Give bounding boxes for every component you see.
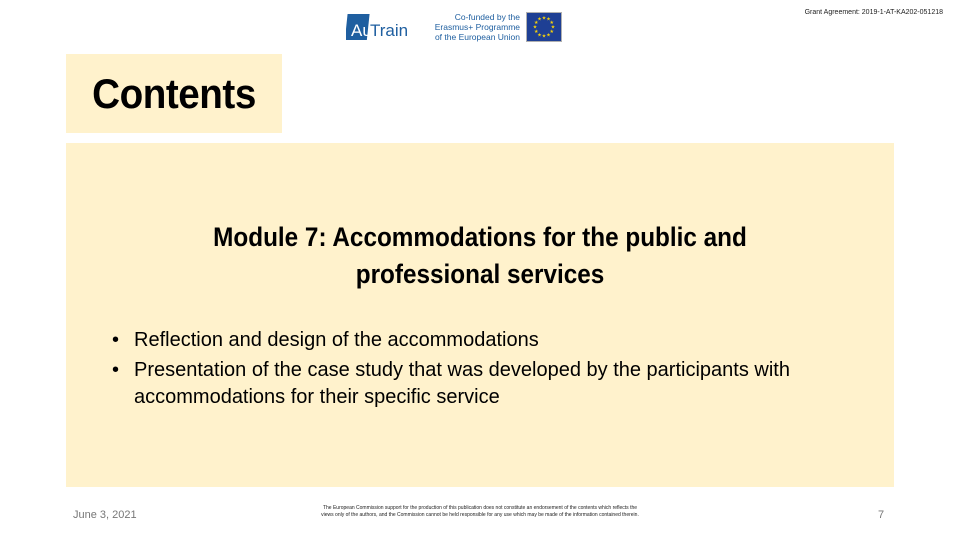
module-heading [66,219,894,293]
svg-text:★: ★ [549,20,555,26]
svg-text:★: ★ [537,32,542,39]
svg-text:★: ★ [533,20,539,26]
header-logos [346,10,562,44]
eu-flag-icon [526,12,562,42]
bullet-text: Presentation of the case study that was developed by the participants with accommodations for their specific service [134,359,790,408]
bullet-icon: • [112,359,120,381]
svg-text:Train: Train [370,21,409,40]
cofunded-line-3: of the European Union [434,32,520,42]
svg-text:★: ★ [541,15,547,22]
svg-text:★: ★ [532,24,538,31]
footer-date: June 3, 2021 [73,509,137,521]
svg-text:★: ★ [537,16,542,23]
cofunded-text [422,12,520,42]
svg-text:★: ★ [533,29,539,35]
content-panel [66,143,894,487]
page-number: 7 [878,509,885,521]
svg-text:★: ★ [546,16,551,23]
list-item [110,357,830,411]
svg-text:★: ★ [549,29,555,35]
bullet-text: Reflection and design of the accommodations [134,329,539,351]
module-heading-text: Module 7: Accommodations for the public and professional services [213,222,747,289]
svg-text:★: ★ [550,24,556,31]
footer-disclaimer: The European Commission support for the production of this publication does not constitute an endorsement of the contents which reflects the views only of the authors, and the Commission cannot be held responsible for any use which may be made of the information contained therein. [321,505,639,518]
bullet-list [110,327,830,414]
cofunded-line-1: Co-funded by the [454,12,520,22]
bullet-icon: • [112,329,120,351]
svg-text:Au: Au [351,21,372,40]
title-box [66,54,282,133]
svg-text:★: ★ [541,33,547,40]
svg-text:★: ★ [546,32,551,39]
autrain-logo [346,10,412,44]
cofunded-line-2: Erasmus+ Programme [434,22,520,32]
slide-title: Contents [92,69,256,117]
list-item [110,327,830,354]
grant-agreement-text: Grant Agreement: 2019-1-AT-KA202-051218 [804,9,943,16]
